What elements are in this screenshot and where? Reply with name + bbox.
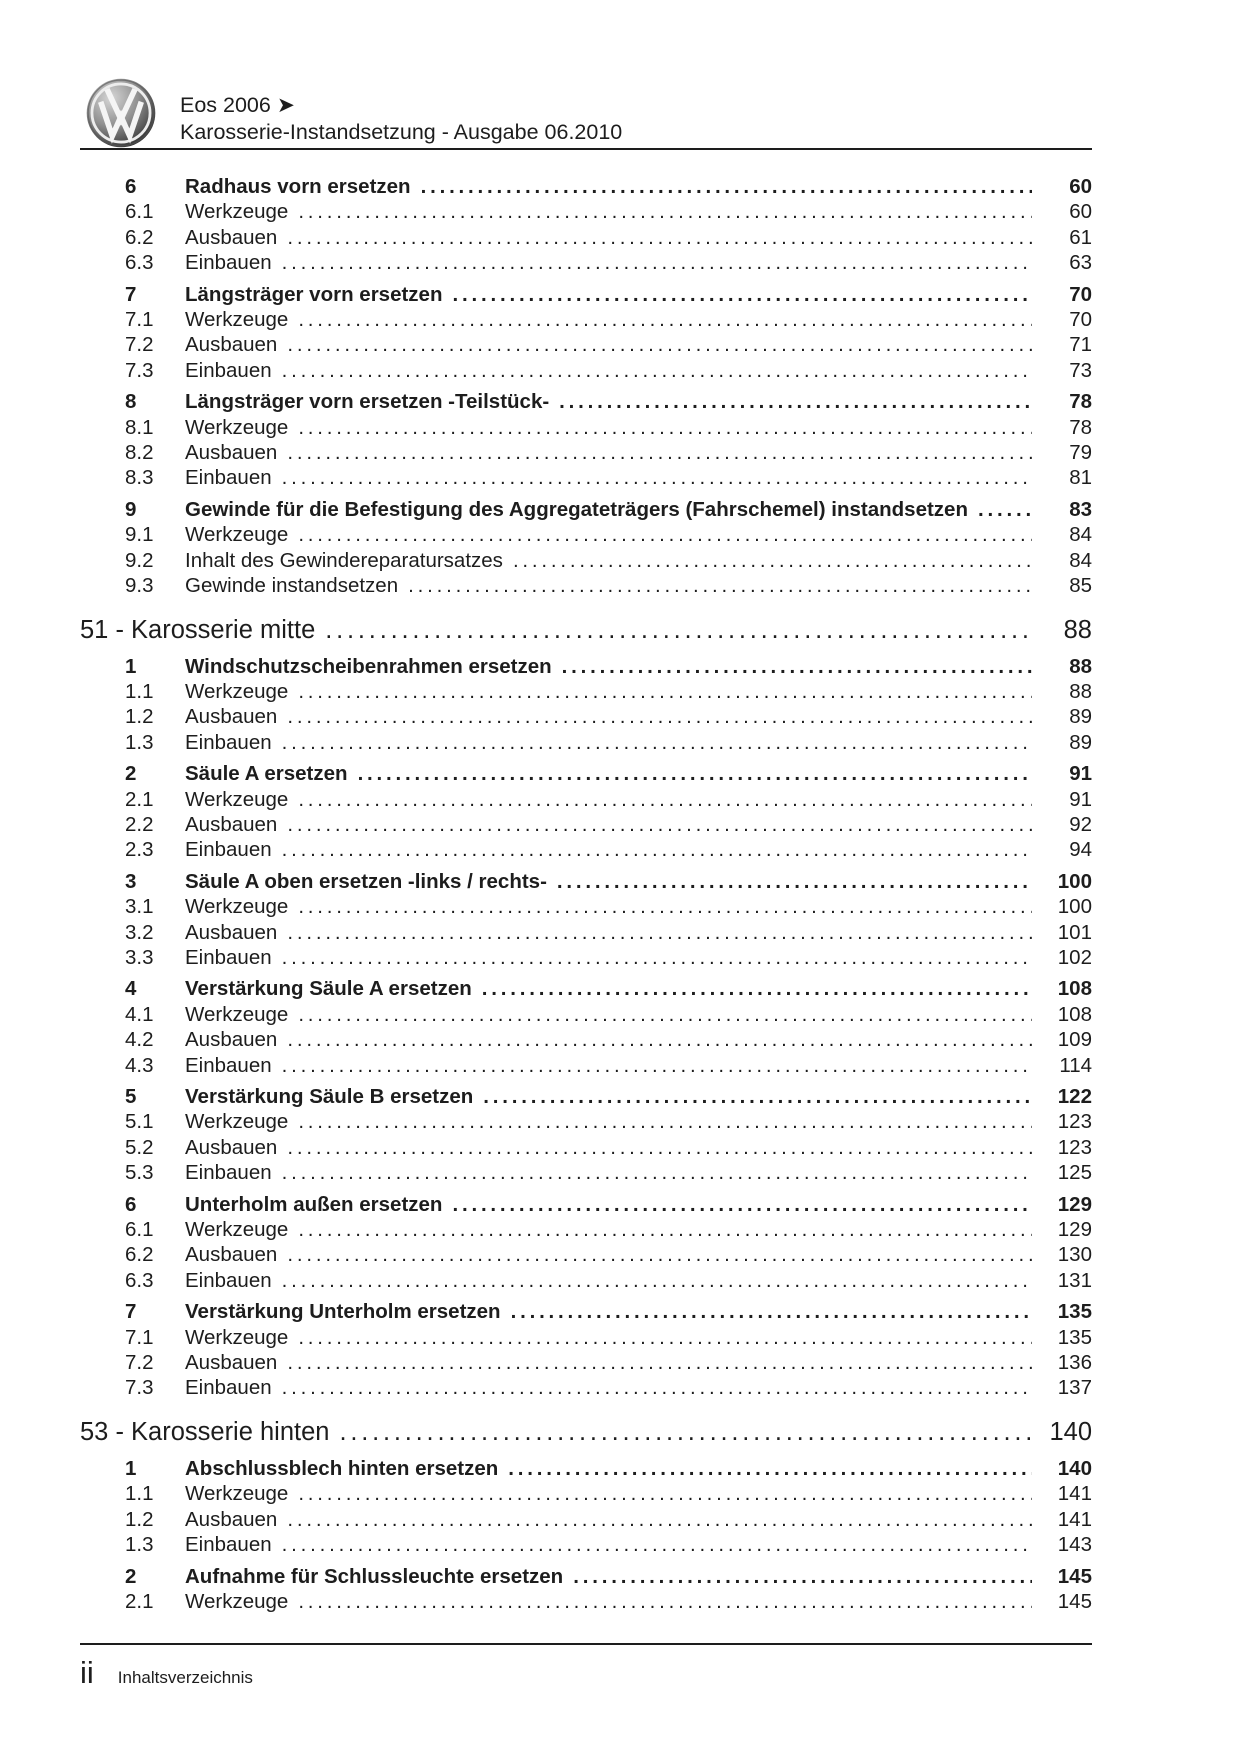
toc-entry-title: Einbauen xyxy=(185,358,272,382)
dot-leader xyxy=(557,869,1032,894)
toc-entry-title: Aufnahme für Schlussleuchte ersetzen xyxy=(185,1564,564,1588)
toc-entry-number: 6.3 xyxy=(125,1268,154,1292)
toc-entry-number: 3.2 xyxy=(125,920,154,944)
toc-entry-number: 1.2 xyxy=(125,705,154,729)
toc-entry-page: 81 xyxy=(1069,466,1092,490)
toc-entry-page: 88 xyxy=(1069,654,1092,678)
toc-entry-number: 7.2 xyxy=(125,1351,154,1375)
toc-entry-title: Gewinde für die Befestigung des Aggregateträgers (Fahrschemel) instandsetzen xyxy=(185,497,968,521)
toc-entry-number: 3 xyxy=(125,869,137,893)
toc-entry-page: 100 xyxy=(1057,869,1092,893)
dot-leader xyxy=(282,1053,1032,1078)
toc-entry-page: 123 xyxy=(1057,1135,1092,1159)
toc-entry-page: 131 xyxy=(1057,1268,1092,1292)
toc-entry-title: Ausbauen xyxy=(185,1028,278,1052)
toc-entry-number: 6.1 xyxy=(125,200,154,224)
toc-entry[interactable] xyxy=(80,679,1092,704)
toc-entry-page: 63 xyxy=(1069,251,1092,275)
toc-entry-page: 70 xyxy=(1069,308,1092,332)
dot-leader xyxy=(282,730,1032,755)
dot-leader xyxy=(482,976,1032,1001)
toc-entry-title: Ausbauen xyxy=(185,920,278,944)
toc-entry-page: 145 xyxy=(1057,1564,1092,1588)
toc-entry-title: 53 - Karosserie hinten xyxy=(80,1417,330,1446)
toc-entry-number: 4 xyxy=(125,977,137,1001)
dot-leader xyxy=(562,654,1032,679)
toc-entry-page: 135 xyxy=(1057,1325,1092,1349)
toc-entry[interactable] xyxy=(80,837,1092,862)
dot-leader xyxy=(325,615,1032,646)
toc-entry-number: 2.3 xyxy=(125,838,154,862)
toc-entry-number: 8.2 xyxy=(125,441,154,465)
toc-entry-title: Längsträger vorn ersetzen xyxy=(185,282,443,306)
toc-entry-title: Werkzeuge xyxy=(185,1325,289,1349)
toc-entry[interactable] xyxy=(80,1456,1092,1481)
dot-leader xyxy=(408,573,1032,598)
toc-entry[interactable] xyxy=(80,282,1092,307)
toc-entry-title: Werkzeuge xyxy=(185,895,289,919)
toc-entry-title: Abschlussblech hinten ersetzen xyxy=(185,1456,499,1480)
toc-entry-page: 140 xyxy=(1049,1417,1092,1446)
toc-entry-page: 84 xyxy=(1069,548,1092,572)
dot-leader xyxy=(282,1268,1032,1293)
toc-entry-title: Einbauen xyxy=(185,1376,272,1400)
dot-leader xyxy=(421,174,1032,199)
toc-entry-title: Einbauen xyxy=(185,466,272,490)
toc-entry-title: Werkzeuge xyxy=(185,679,289,703)
dot-leader xyxy=(282,837,1032,862)
toc-entry[interactable] xyxy=(80,415,1092,440)
dot-leader xyxy=(282,1532,1032,1557)
toc-entry[interactable] xyxy=(80,1084,1092,1109)
page-header xyxy=(80,78,1092,150)
toc-entry[interactable] xyxy=(80,1532,1092,1557)
toc-entry-page: 91 xyxy=(1069,762,1092,786)
toc-entry-number: 2 xyxy=(125,762,137,786)
dot-leader xyxy=(452,282,1032,307)
toc-entry-title: Verstärkung Unterholm ersetzen xyxy=(185,1300,501,1324)
toc-entry-number: 6 xyxy=(125,1192,137,1216)
header-model: Eos 2006 ➤ xyxy=(180,93,295,117)
toc-entry[interactable] xyxy=(80,307,1092,332)
toc-entry[interactable] xyxy=(80,615,1092,646)
toc-entry-page: 100 xyxy=(1057,895,1092,919)
toc-entry[interactable] xyxy=(80,1160,1092,1185)
toc-entry-page: 79 xyxy=(1069,441,1092,465)
toc-entry-title: Säule A ersetzen xyxy=(185,762,348,786)
toc-entry-page: 145 xyxy=(1057,1589,1092,1613)
toc-entry-page: 114 xyxy=(1059,1053,1092,1077)
dot-leader xyxy=(573,1564,1032,1589)
toc-entry-title: Gewinde instandsetzen xyxy=(185,574,399,598)
dot-leader xyxy=(298,1217,1032,1242)
toc-entry-title: Ausbauen xyxy=(185,225,278,249)
dot-leader xyxy=(287,1027,1032,1052)
toc-entry[interactable] xyxy=(80,522,1092,547)
toc-entry[interactable] xyxy=(80,787,1092,812)
dot-leader xyxy=(282,465,1032,490)
toc-entry-number: 2.2 xyxy=(125,812,154,836)
toc-entry[interactable] xyxy=(80,704,1092,729)
dot-leader xyxy=(282,358,1032,383)
toc-entry[interactable] xyxy=(80,199,1092,224)
toc-entry-title: Werkzeuge xyxy=(185,787,289,811)
toc-entry-title: Ausbauen xyxy=(185,705,278,729)
toc-entry[interactable] xyxy=(80,174,1092,199)
dot-leader xyxy=(298,787,1032,812)
toc-entry[interactable] xyxy=(80,945,1092,970)
toc-entry-page: 109 xyxy=(1057,1028,1092,1052)
dot-leader xyxy=(298,1002,1032,1027)
toc-entry-number: 9.2 xyxy=(125,548,154,572)
toc-entry-title: Einbauen xyxy=(185,1161,272,1185)
toc-entry-number: 1 xyxy=(125,1456,137,1480)
footer-label: Inhaltsverzeichnis xyxy=(117,1668,253,1687)
toc-entry[interactable] xyxy=(80,1242,1092,1267)
toc-entry-number: 9.1 xyxy=(125,523,154,547)
toc-entry-page: 130 xyxy=(1057,1243,1092,1267)
dot-leader xyxy=(287,225,1032,250)
dot-leader xyxy=(282,1375,1032,1400)
toc-entry-title: Windschutzscheibenrahmen ersetzen xyxy=(185,654,552,678)
dot-leader xyxy=(287,1242,1032,1267)
toc-entry[interactable] xyxy=(80,1027,1092,1052)
toc-entry-page: 78 xyxy=(1069,415,1092,439)
toc-entry-number: 8.1 xyxy=(125,415,154,439)
dot-leader xyxy=(298,415,1032,440)
toc-entry-number: 6.2 xyxy=(125,225,154,249)
dot-leader xyxy=(287,812,1032,837)
toc-entry-title: Ausbauen xyxy=(185,1243,278,1267)
toc-entry-number: 3.3 xyxy=(125,945,154,969)
toc-entry-page: 91 xyxy=(1069,787,1092,811)
toc-entry-page: 60 xyxy=(1069,175,1092,198)
toc-entry-number: 6.2 xyxy=(125,1243,154,1267)
toc-entry[interactable] xyxy=(80,1350,1092,1375)
toc-entry-title: Werkzeuge xyxy=(185,1218,289,1242)
toc-entry-title: Inhalt des Gewindereparatursatzes xyxy=(185,548,503,572)
toc-entry[interactable] xyxy=(80,976,1092,1001)
toc-entry[interactable] xyxy=(80,497,1092,522)
toc-entry[interactable] xyxy=(80,920,1092,945)
toc-entry-page: 143 xyxy=(1057,1533,1092,1557)
toc-entry-page: 108 xyxy=(1057,977,1092,1001)
toc-entry-page: 129 xyxy=(1057,1192,1092,1216)
dot-leader xyxy=(287,1507,1032,1532)
toc-entry-page: 88 xyxy=(1063,615,1092,644)
toc-entry-number: 5.2 xyxy=(125,1135,154,1159)
toc-entry-page: 129 xyxy=(1057,1218,1092,1242)
toc-entry-page: 60 xyxy=(1069,200,1092,224)
toc-entry-number: 7 xyxy=(125,1300,137,1324)
toc-entry-number: 4.2 xyxy=(125,1028,154,1052)
toc-entry-number: 1.3 xyxy=(125,730,154,754)
dot-leader xyxy=(298,679,1032,704)
toc-entry[interactable] xyxy=(80,358,1092,383)
toc-entry-page: 141 xyxy=(1057,1507,1092,1531)
toc-entry[interactable] xyxy=(80,1268,1092,1293)
toc-entry[interactable] xyxy=(80,1375,1092,1400)
dot-leader xyxy=(452,1192,1032,1217)
toc-entry-title: Einbauen xyxy=(185,1533,272,1557)
toc-entry-number: 7.2 xyxy=(125,333,154,357)
toc-entry-page: 108 xyxy=(1057,1002,1092,1026)
toc-entry[interactable] xyxy=(80,1507,1092,1532)
toc-entry[interactable] xyxy=(80,812,1092,837)
toc-entry[interactable] xyxy=(80,389,1092,414)
toc-entry-page: 122 xyxy=(1057,1085,1092,1108)
toc-entry-page: 88 xyxy=(1069,679,1092,703)
dot-leader xyxy=(298,199,1032,224)
toc-entry-number: 4.3 xyxy=(125,1053,154,1077)
toc-entry-number: 5 xyxy=(125,1085,137,1108)
toc-entry-number: 1 xyxy=(125,654,137,678)
toc-entry-title: Ausbauen xyxy=(185,812,278,836)
toc-entry-title: Ausbauen xyxy=(185,1135,278,1159)
toc-entry[interactable] xyxy=(80,654,1092,679)
dot-leader xyxy=(298,894,1032,919)
toc-entry[interactable] xyxy=(80,1481,1092,1506)
toc-entry[interactable] xyxy=(80,894,1092,919)
dot-leader xyxy=(513,548,1032,573)
toc-entry-number: 4.1 xyxy=(125,1002,154,1026)
toc-entry-title: Einbauen xyxy=(185,251,272,275)
dot-leader xyxy=(287,332,1032,357)
toc-entry-title: Verstärkung Säule B ersetzen xyxy=(185,1085,474,1108)
toc-entry-page: 89 xyxy=(1069,730,1092,754)
toc-entry-title: Längsträger vorn ersetzen -Teilstück- xyxy=(185,390,550,414)
toc-entry-title: Einbauen xyxy=(185,730,272,754)
dot-leader xyxy=(282,250,1032,275)
page-footer xyxy=(80,1643,1092,1688)
toc-entry-page: 94 xyxy=(1069,838,1092,862)
dot-leader xyxy=(298,1109,1032,1134)
toc-entry-number: 8.3 xyxy=(125,466,154,490)
toc-entry[interactable] xyxy=(80,869,1092,894)
toc-entry-number: 5.3 xyxy=(125,1161,154,1185)
toc-entry[interactable] xyxy=(80,250,1092,275)
toc-entry-page: 135 xyxy=(1057,1300,1092,1324)
dot-leader xyxy=(339,1417,1032,1448)
table-of-contents xyxy=(80,174,1092,1614)
toc-entry[interactable] xyxy=(80,1135,1092,1160)
toc-entry-number: 1.2 xyxy=(125,1507,154,1531)
toc-entry[interactable] xyxy=(80,1564,1092,1589)
toc-entry-page: 85 xyxy=(1069,574,1092,598)
toc-entry[interactable] xyxy=(80,1417,1092,1448)
toc-entry[interactable] xyxy=(80,573,1092,598)
toc-entry-number: 7.3 xyxy=(125,1376,154,1400)
toc-entry-number: 9.3 xyxy=(125,574,154,598)
toc-entry[interactable] xyxy=(80,761,1092,786)
dot-leader xyxy=(287,1350,1032,1375)
toc-entry[interactable] xyxy=(80,465,1092,490)
dot-leader xyxy=(559,389,1032,414)
dot-leader xyxy=(978,497,1032,522)
toc-entry-page: 125 xyxy=(1057,1161,1092,1185)
dot-leader xyxy=(298,307,1032,332)
toc-entry-number: 1.1 xyxy=(125,1482,154,1506)
toc-entry-title: Ausbauen xyxy=(185,1351,278,1375)
toc-entry-title: Werkzeuge xyxy=(185,308,289,332)
dot-leader xyxy=(287,440,1032,465)
toc-entry-title: Werkzeuge xyxy=(185,415,289,439)
toc-entry-number: 8 xyxy=(125,390,137,414)
toc-entry-title: Werkzeuge xyxy=(185,1589,289,1613)
toc-entry[interactable] xyxy=(80,1192,1092,1217)
toc-entry[interactable] xyxy=(80,1299,1092,1324)
dot-leader xyxy=(298,1325,1032,1350)
toc-entry-page: 137 xyxy=(1057,1376,1092,1400)
toc-entry[interactable] xyxy=(80,440,1092,465)
dot-leader xyxy=(298,522,1032,547)
toc-entry-page: 123 xyxy=(1057,1110,1092,1134)
dot-leader xyxy=(282,945,1032,970)
toc-entry-page: 140 xyxy=(1057,1456,1092,1480)
toc-entry[interactable] xyxy=(80,548,1092,573)
toc-entry-page: 101 xyxy=(1057,920,1092,944)
toc-entry[interactable] xyxy=(80,1589,1092,1614)
toc-entry-page: 84 xyxy=(1069,523,1092,547)
dot-leader xyxy=(282,1160,1032,1185)
toc-entry-number: 3.1 xyxy=(125,895,154,919)
toc-entry-title: Werkzeuge xyxy=(185,1482,289,1506)
toc-entry-number: 2.1 xyxy=(125,787,154,811)
toc-entry-page: 136 xyxy=(1057,1351,1092,1375)
toc-entry[interactable] xyxy=(80,225,1092,250)
dot-leader xyxy=(511,1299,1032,1324)
toc-entry-number: 6.1 xyxy=(125,1218,154,1242)
toc-entry-title: Werkzeuge xyxy=(185,1110,289,1134)
toc-entry-title: Einbauen xyxy=(185,945,272,969)
dot-leader xyxy=(298,1481,1032,1506)
toc-entry-page: 92 xyxy=(1069,812,1092,836)
toc-entry[interactable] xyxy=(80,1325,1092,1350)
toc-entry-page: 71 xyxy=(1069,333,1092,357)
dot-leader xyxy=(287,1135,1032,1160)
toc-entry[interactable] xyxy=(80,1002,1092,1027)
toc-entry[interactable] xyxy=(80,730,1092,755)
toc-entry-page: 70 xyxy=(1069,282,1092,306)
toc-entry-number: 7.3 xyxy=(125,358,154,382)
toc-entry-title: Säule A oben ersetzen -links / rechts- xyxy=(185,869,547,893)
toc-entry-number: 7.1 xyxy=(125,308,154,332)
toc-entry-number: 2.1 xyxy=(125,1589,154,1613)
toc-entry-page: 83 xyxy=(1069,497,1092,521)
toc-entry-number: 6 xyxy=(125,175,137,198)
toc-entry-number: 1.3 xyxy=(125,1533,154,1557)
toc-entry-title: Werkzeuge xyxy=(185,1002,289,1026)
toc-entry-page: 89 xyxy=(1069,705,1092,729)
toc-entry-page: 61 xyxy=(1069,225,1092,249)
dot-leader xyxy=(358,761,1032,786)
toc-entry-title: Ausbauen xyxy=(185,1507,278,1531)
dot-leader xyxy=(483,1084,1032,1109)
toc-entry-page: 78 xyxy=(1069,390,1092,414)
dot-leader xyxy=(287,704,1032,729)
toc-entry-title: Werkzeuge xyxy=(185,523,289,547)
toc-entry-page: 141 xyxy=(1057,1482,1092,1506)
toc-entry-page: 102 xyxy=(1057,945,1092,969)
toc-entry-number: 6.3 xyxy=(125,251,154,275)
toc-entry[interactable] xyxy=(80,1053,1092,1078)
toc-entry-title: Einbauen xyxy=(185,838,272,862)
toc-entry[interactable] xyxy=(80,1217,1092,1242)
toc-entry-number: 7 xyxy=(125,282,137,306)
toc-entry[interactable] xyxy=(80,1109,1092,1134)
toc-entry-number: 7.1 xyxy=(125,1325,154,1349)
toc-entry[interactable] xyxy=(80,332,1092,357)
toc-entry-title: Radhaus vorn ersetzen xyxy=(185,175,411,198)
toc-entry-number: 1.1 xyxy=(125,679,154,703)
toc-entry-title: Einbauen xyxy=(185,1053,272,1077)
toc-entry-title: Ausbauen xyxy=(185,333,278,357)
toc-entry-title: Verstärkung Säule A ersetzen xyxy=(185,977,472,1001)
toc-entry-number: 5.1 xyxy=(125,1110,154,1134)
dot-leader xyxy=(508,1456,1032,1481)
toc-entry-page: 73 xyxy=(1069,358,1092,382)
toc-entry-number: 9 xyxy=(125,497,137,521)
vw-logo-icon xyxy=(80,78,162,148)
dot-leader xyxy=(287,920,1032,945)
dot-leader xyxy=(298,1589,1032,1614)
header-text-block xyxy=(180,92,622,148)
toc-entry-title: Ausbauen xyxy=(185,441,278,465)
toc-entry-title: Werkzeuge xyxy=(185,200,289,224)
footer-page-number: ii xyxy=(80,1655,94,1690)
toc-entry-number: 2 xyxy=(125,1564,137,1588)
toc-entry-title: 51 - Karosserie mitte xyxy=(80,615,316,644)
toc-entry-title: Einbauen xyxy=(185,1268,272,1292)
header-document-title: Karosserie-Instandsetzung - Ausgabe 06.2010 xyxy=(180,120,623,144)
toc-entry-title: Unterholm außen ersetzen xyxy=(185,1192,443,1216)
